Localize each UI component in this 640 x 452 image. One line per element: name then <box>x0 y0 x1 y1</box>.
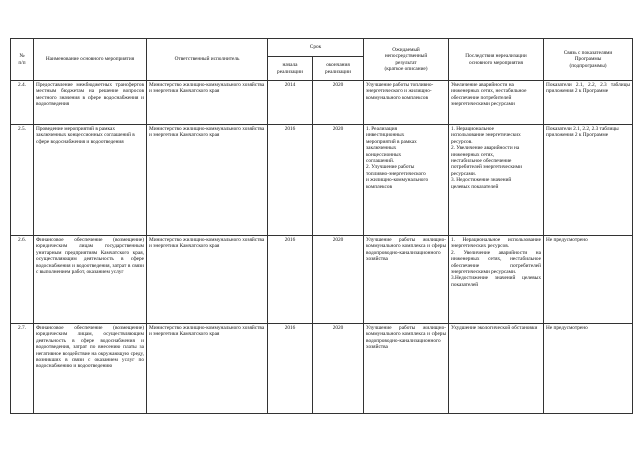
row-link: Показатели 2.1, 2.2, 2.3 таблицы приложения 2 к Программе <box>544 81 633 125</box>
row-consequences: 1. Нерациональное использование энергетических ресурсов. 2. Увеличение аварийности на инженерных сетях, нестабильное обеспечение потребителей энергетическими ресурсами. 3.Недостижение значений целевых показателей <box>449 236 544 324</box>
header-executor: Ответственный исполнитель <box>147 39 268 81</box>
measures-table <box>10 38 633 414</box>
table-row <box>11 81 633 125</box>
header-link: Связь с показателями Программы (подпрограммы) <box>544 39 633 81</box>
row-consequences: Увеличение аварийности на инженерных сетях, нестабильное обеспечение потребителей энергетическими ресурсами <box>449 81 544 125</box>
table-row <box>11 236 633 324</box>
row-start: 2016 <box>268 236 313 324</box>
row-num: 2.5. <box>11 125 34 236</box>
header-result: Ожидаемый непосредственный результат (краткое описание) <box>364 39 449 81</box>
row-start: 2016 <box>268 125 313 236</box>
row-result: Улучшение работы жилищно-коммунального комплекса и сферы водопроводно-канализационного хозяйства <box>364 324 449 414</box>
row-link: Показатели 2.1, 2.2, 2.3 таблицы приложения 2 к Программе <box>544 125 633 236</box>
row-num: 2.7. <box>11 324 34 414</box>
row-num: 2.6. <box>11 236 34 324</box>
row-name: Финансовое обеспечение (возмещение) юридическим лицам государственным унитарным предприятиям Камчатского края, осуществляющим деятельность в сфере водоснабжения и водоотведения, затрат в связи с выполнением работ, оказанием услуг <box>34 236 147 324</box>
header-start: начала реализации <box>268 57 313 81</box>
row-consequences: 1. Нерациональное использование энергетических ресурсов. 2. Увеличение аварийности на инженерных сетях, нестабильное обеспечение потребителей энергетическими ресурсами. 3. Недостижение значений целевых показателей <box>449 125 544 236</box>
row-result: Улучшение работы топливно-энергетического и жилищно-коммунального комплексов <box>364 81 449 125</box>
row-consequences: Ухудшение экологической обстановки <box>449 324 544 414</box>
row-name: Финансовое обеспечение (возмещение) юридическим лицам, осуществляющим деятельность в сфере водоснабжения и водоотведения, затрат по внесению платы за негативное воздействие на окружающую среду, возникших в связи с оказанием услуг по водоснабжению и водоотведению <box>34 324 147 414</box>
row-end: 2020 <box>313 236 364 324</box>
row-end: 2020 <box>313 324 364 414</box>
header-end: окончания реализации <box>313 57 364 81</box>
row-link: Не предусмотрено <box>544 236 633 324</box>
header-term: Срок <box>268 39 364 57</box>
row-name: Предоставление межбюджетных трансфертов местным бюджетам на решение вопросов местного значения в сфере водоснабжения и водоотведения <box>34 81 147 125</box>
row-end: 2020 <box>313 125 364 236</box>
table-row <box>11 125 633 236</box>
header-name: Наименование основного мероприятия <box>34 39 147 81</box>
row-end: 2020 <box>313 81 364 125</box>
header-num: № п/п <box>11 39 34 81</box>
row-executor: Министерство жилищно-коммунального хозяйства и энергетики Камчатского края <box>147 81 268 125</box>
row-executor: Министерство жилищно-коммунального хозяйства и энергетики Камчатского края <box>147 236 268 324</box>
row-result: Улучшение работы жилищно-коммунального комплекса и сферы водопроводно-канализационного хозяйства <box>364 236 449 324</box>
row-start: 2016 <box>268 324 313 414</box>
row-name: Проведение мероприятий в рамках заключенных концессионных соглашений в сфере водоснабжения и водоотведения <box>34 125 147 236</box>
table-row <box>11 324 633 414</box>
row-link: Не предусмотрено <box>544 324 633 414</box>
row-result: 1. Реализация инвестиционных мероприятий в рамках заключенных концессионных соглашений. 2. Улучшение работы топливно-энергетического и жилищно-коммунального комплексов <box>364 125 449 236</box>
row-executor: Министерство жилищно-коммунального хозяйства и энергетики Камчатского края <box>147 125 268 236</box>
header-row-1 <box>11 39 633 57</box>
row-start: 2014 <box>268 81 313 125</box>
header-consequences: Последствия нереализации основного мероприятия <box>449 39 544 81</box>
row-executor: Министерство жилищно-коммунального хозяйства и энергетики Камчатского края <box>147 324 268 414</box>
row-num: 2.4. <box>11 81 34 125</box>
